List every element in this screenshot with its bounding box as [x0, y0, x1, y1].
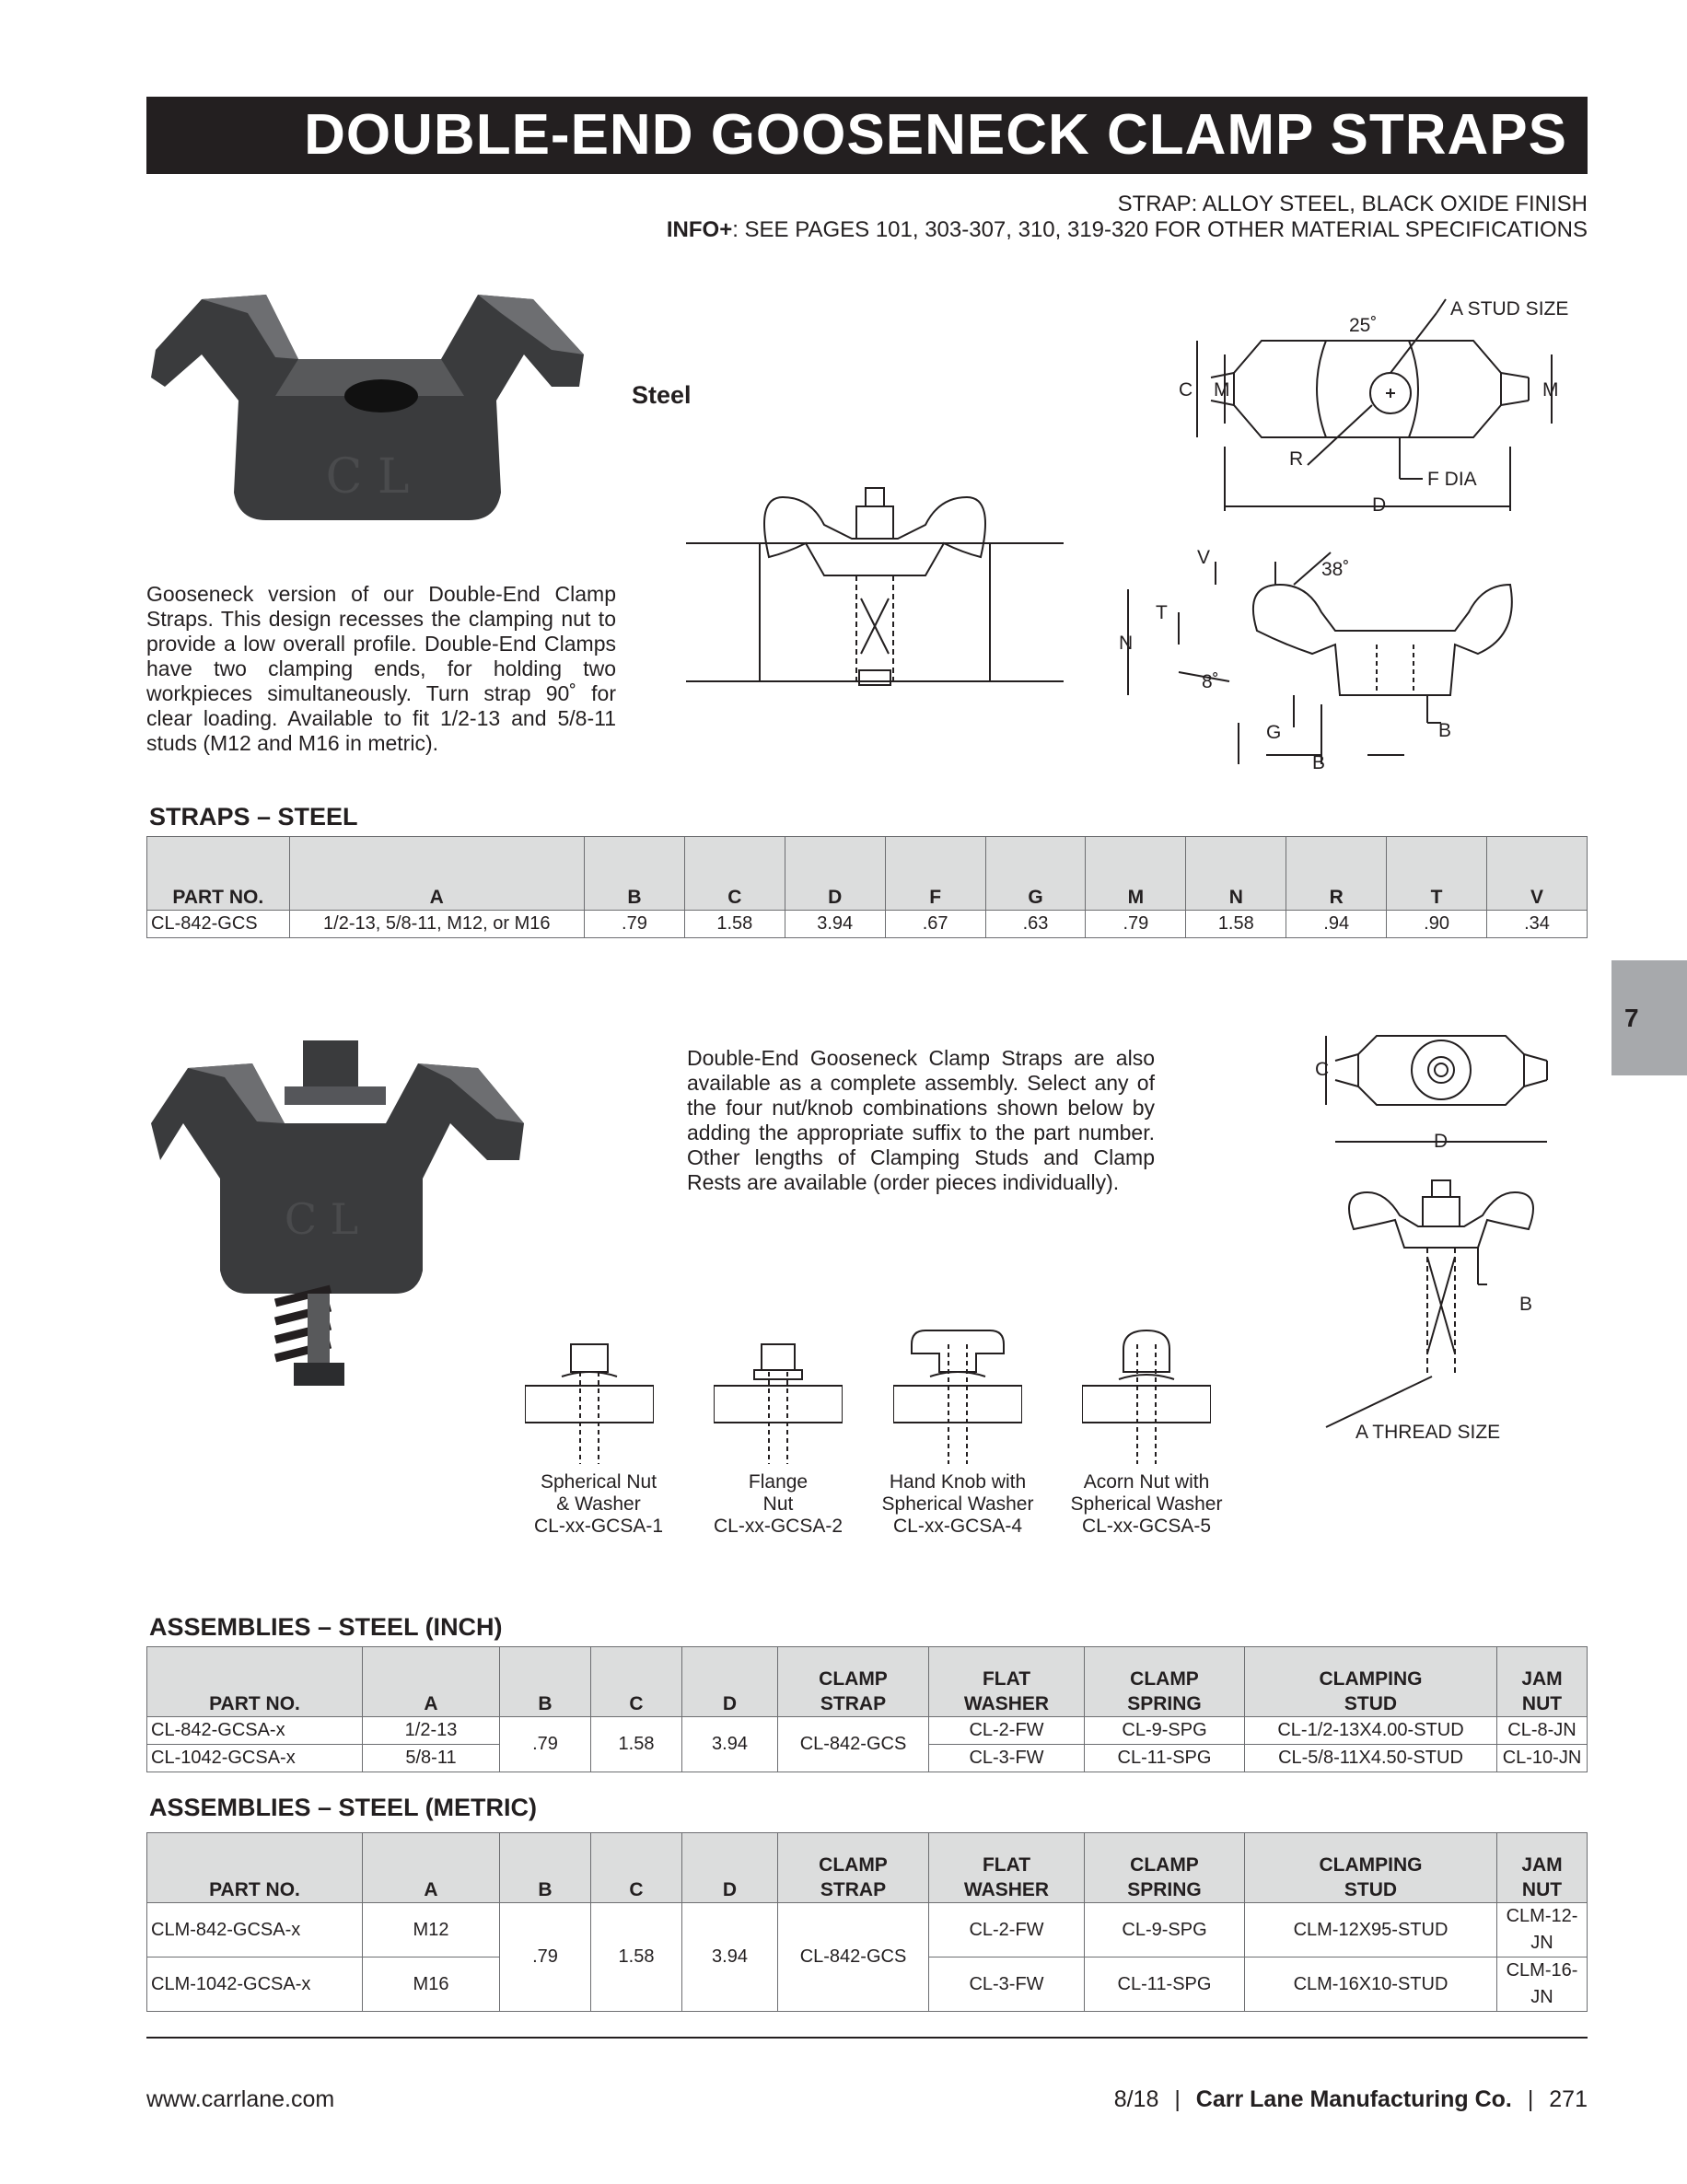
c-label: C [1315, 1059, 1330, 1080]
col-flat-washer: FLAT WASHER [929, 1833, 1085, 1903]
cell-nut: CL-10-JN [1497, 1745, 1588, 1772]
plan-view-drawing [1169, 290, 1584, 520]
material-label: Steel [632, 381, 692, 409]
a-stud-size-label: A STUD SIZE [1450, 298, 1569, 319]
m-label-left: M [1214, 379, 1230, 401]
cell-n: 1.58 [1186, 911, 1286, 938]
col-d: D [682, 1647, 778, 1717]
b-label: B [1519, 1294, 1533, 1315]
option-1-caption [516, 1471, 681, 1538]
option-5-line1: Acorn Nut with [1083, 1471, 1210, 1493]
straps-header-row [147, 837, 1588, 911]
cell-a: 1/2-13, 5/8-11, M12, or M16 [289, 911, 584, 938]
assembly-side-view-drawing [1298, 1169, 1575, 1446]
col-r: R [1286, 837, 1387, 911]
cell-c: 1.58 [591, 1903, 682, 2012]
f-dia-label: F DIA [1427, 469, 1477, 490]
assemblies-metric-title: ASSEMBLIES – STEEL (METRIC) [149, 1794, 538, 1821]
col-n: N [1186, 837, 1286, 911]
option-5-line2: Spherical Washer [1070, 1493, 1223, 1515]
angle-25-label: 25˚ [1349, 315, 1378, 336]
cell-washer: CL-2-FW [929, 1903, 1085, 1957]
cell-washer: CL-3-FW [929, 1745, 1085, 1772]
cell-a: 1/2-13 [363, 1717, 500, 1745]
col-clamp-strap: CLAMP STRAP [778, 1647, 929, 1717]
cell-part-no: CL-842-GCSA-x [147, 1717, 363, 1745]
footer-info: 8/18 | Carr Lane Manufacturing Co. | 271 [1113, 2086, 1588, 2112]
assembly-description: Double-End Gooseneck Clamp Straps are also available as a complete assembly. Select any of the four nut/knob combinations shown below by adding the appropriate suffix to the part number. Other lengths of Clamping Studs and Clamp Rests are available (order pieces individually). [687, 1046, 1155, 1194]
angle-38-label: 38˚ [1321, 559, 1350, 580]
website-link[interactable]: www.carrlane.com [146, 2086, 335, 2112]
hand-knob-drawing [893, 1326, 1022, 1469]
col-clamp-strap: CLAMP STRAP [778, 1833, 929, 1903]
cast-marking: C L [284, 1194, 359, 1244]
option-5-part: CL-xx-GCSA-5 [1081, 1516, 1212, 1537]
col-f: F [885, 837, 985, 911]
cell-nut: CLM-12-JN [1497, 1903, 1588, 1957]
cell-part-no: CLM-1042-GCSA-x [147, 1957, 363, 2012]
chapter-tab: 7 [1611, 960, 1687, 1075]
assemblies-inch-table [146, 1646, 1588, 1772]
acorn-nut-drawing [1082, 1326, 1211, 1469]
product-description: Gooseneck version of our Double-End Clamp Straps. This design recesses the clamping nut to provide a low overall profile. Double-End Clamps have two clamping ends, for holding two workpieces simultaneously. Turn strap 90˚ for clear loading. Available to fit 1/2-13 and 5/8-11 studs (M12 and M16 in metric). [146, 582, 616, 755]
cell-part-no: CL-842-GCS [147, 911, 290, 938]
cell-washer: CL-3-FW [929, 1957, 1085, 2012]
spherical-nut-washer-drawing [525, 1335, 654, 1469]
cell-c: 1.58 [591, 1717, 682, 1772]
side-elevation-drawing [1110, 543, 1515, 783]
strap-photo [146, 249, 625, 543]
option-2-line2: Nut [762, 1493, 794, 1515]
col-clamp-spring: CLAMP SPRING [1085, 1647, 1245, 1717]
col-part-no: PART NO. [147, 1647, 363, 1717]
col-c: C [591, 1833, 682, 1903]
company-name: Carr Lane Manufacturing Co. [1195, 2086, 1512, 2112]
page-number: 271 [1549, 2086, 1588, 2112]
cell-spring: CL-11-SPG [1085, 1957, 1245, 2012]
cell-washer: CL-2-FW [929, 1717, 1085, 1745]
option-4-caption [870, 1471, 1045, 1538]
cell-spring: CL-11-SPG [1085, 1745, 1245, 1772]
a-thread-size-label: A THREAD SIZE [1355, 1422, 1501, 1443]
v-label: V [1197, 547, 1211, 568]
m-label-right: M [1542, 379, 1559, 401]
col-clamping-stud: CLAMPING STUD [1245, 1647, 1497, 1717]
col-v: V [1487, 837, 1588, 911]
page-title: DOUBLE-END GOOSENECK CLAMP STRAPS [146, 97, 1588, 174]
cell-b: .79 [500, 1717, 591, 1772]
info-label: INFO+ [666, 217, 733, 242]
cell-d: 3.94 [682, 1717, 778, 1772]
n-label: N [1119, 633, 1134, 654]
cell-b: .79 [585, 911, 685, 938]
table-row [147, 1903, 1588, 1957]
col-b: B [585, 837, 685, 911]
option-1-line2: & Washer [556, 1493, 641, 1515]
cell-stud: CL-5/8-11X4.50-STUD [1245, 1745, 1497, 1772]
col-t: T [1387, 837, 1487, 911]
option-2-caption [695, 1471, 861, 1538]
option-1-part: CL-xx-GCSA-1 [533, 1516, 664, 1537]
col-c: C [684, 837, 785, 911]
table-row [147, 911, 1588, 938]
cell-r: .94 [1286, 911, 1387, 938]
cell-a: 5/8-11 [363, 1745, 500, 1772]
assemblies-metric-table [146, 1832, 1588, 2012]
col-clamp-spring: CLAMP SPRING [1085, 1833, 1245, 1903]
col-b: B [500, 1647, 591, 1717]
strap-material-line: STRAP: ALLOY STEEL, BLACK OXIDE FINISH [1117, 192, 1588, 216]
cell-g: .63 [985, 911, 1086, 938]
cell-spring: CL-9-SPG [1085, 1903, 1245, 1957]
option-2-part: CL-xx-GCSA-2 [713, 1516, 844, 1537]
installed-side-view-drawing [686, 470, 1073, 691]
col-d: D [682, 1833, 778, 1903]
col-part-no: PART NO. [147, 837, 290, 911]
option-4-line2: Spherical Washer [881, 1493, 1034, 1515]
straps-section-title: STRAPS – STEEL [149, 803, 358, 831]
header-row [147, 1833, 1588, 1903]
table-row [147, 1717, 1588, 1745]
cast-marking: C L [325, 449, 410, 505]
flange-nut-drawing [714, 1335, 843, 1469]
cell-a: M12 [363, 1903, 500, 1957]
col-b: B [500, 1833, 591, 1903]
option-4-line1: Hand Knob with [889, 1471, 1027, 1493]
col-m: M [1086, 837, 1186, 911]
cell-b: .79 [500, 1903, 591, 2012]
cell-c: 1.58 [684, 911, 785, 938]
cell-a: M16 [363, 1957, 500, 2012]
r-label: R [1289, 448, 1304, 470]
col-part-no: PART NO. [147, 1833, 363, 1903]
option-1-line1: Spherical Nut [540, 1471, 657, 1493]
c-label: C [1179, 379, 1193, 401]
cell-strap: CL-842-GCS [778, 1903, 929, 2012]
footer-date: 8/18 [1113, 2086, 1159, 2112]
assembly-plan-view-drawing [1312, 1022, 1579, 1156]
b-label-top: B [1438, 720, 1452, 741]
cell-stud: CL-1/2-13X4.00-STUD [1245, 1717, 1497, 1745]
cell-spring: CL-9-SPG [1085, 1717, 1245, 1745]
cell-stud: CLM-12X95-STUD [1245, 1903, 1497, 1957]
col-clamping-stud: CLAMPING STUD [1245, 1833, 1497, 1903]
col-jam-nut: JAM NUT [1497, 1833, 1588, 1903]
cell-nut: CL-8-JN [1497, 1717, 1588, 1745]
cell-stud: CLM-16X10-STUD [1245, 1957, 1497, 2012]
header-row [147, 1647, 1588, 1717]
cell-strap: CL-842-GCS [778, 1717, 929, 1772]
t-label: T [1156, 602, 1168, 623]
info-text: : SEE PAGES 101, 303-307, 310, 319-320 FOR OTHER MATERIAL SPECIFICATIONS [732, 217, 1588, 242]
cell-v: .34 [1487, 911, 1588, 938]
cell-part-no: CL-1042-GCSA-x [147, 1745, 363, 1772]
cell-f: .67 [885, 911, 985, 938]
material-spec [667, 192, 1588, 243]
col-jam-nut: JAM NUT [1497, 1647, 1588, 1717]
cell-m: .79 [1086, 911, 1186, 938]
cell-d: 3.94 [785, 911, 885, 938]
col-a: A [363, 1833, 500, 1903]
col-g: G [985, 837, 1086, 911]
d-label: D [1372, 494, 1387, 516]
cell-part-no: CLM-842-GCSA-x [147, 1903, 363, 1957]
col-flat-washer: FLAT WASHER [929, 1647, 1085, 1717]
straps-table [146, 836, 1588, 938]
g-label: G [1266, 722, 1282, 743]
col-d: D [785, 837, 885, 911]
angle-8-label: 8˚ [1202, 671, 1219, 692]
col-c: C [591, 1647, 682, 1717]
info-line [667, 217, 1588, 243]
b-label-bottom: B [1312, 752, 1326, 773]
cell-d: 3.94 [682, 1903, 778, 2012]
cell-t: .90 [1387, 911, 1487, 938]
option-5-caption [1059, 1471, 1234, 1538]
col-a: A [363, 1647, 500, 1717]
footer-divider [146, 2037, 1588, 2039]
cell-nut: CLM-16-JN [1497, 1957, 1588, 2012]
option-2-line1: Flange [748, 1471, 809, 1493]
option-4-part: CL-xx-GCSA-4 [892, 1516, 1023, 1537]
assemblies-inch-title: ASSEMBLIES – STEEL (INCH) [149, 1613, 503, 1641]
assembly-photo [146, 1022, 552, 1400]
col-a: A [289, 837, 584, 911]
d-label: D [1434, 1131, 1448, 1152]
